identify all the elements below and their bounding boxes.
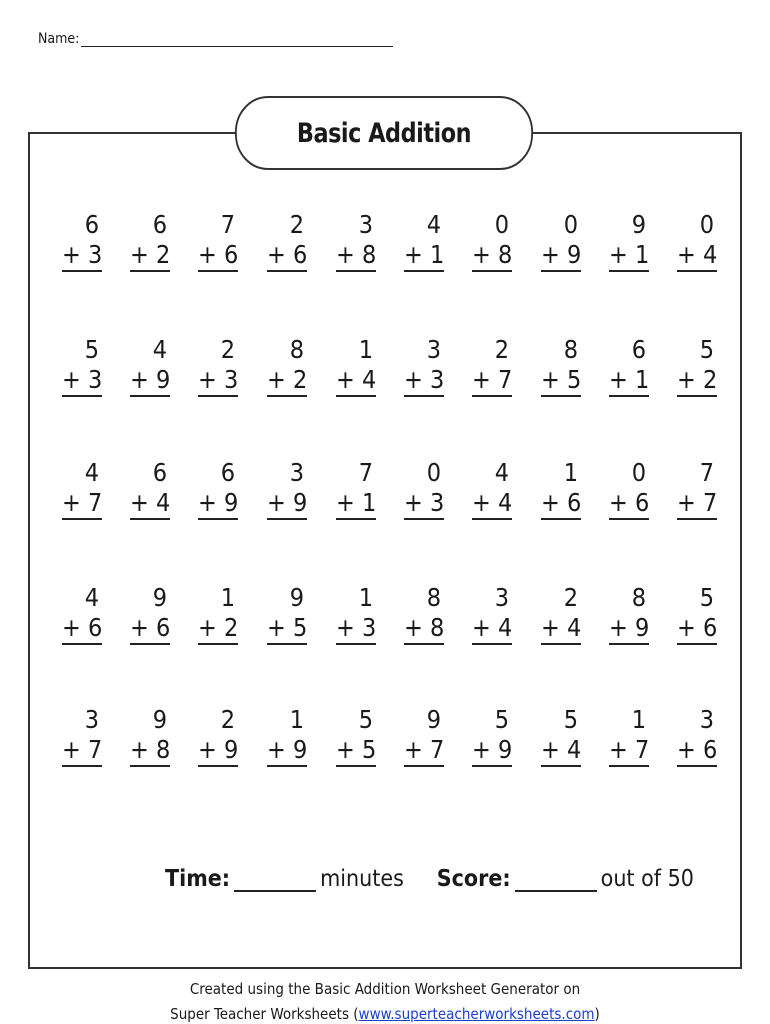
- addition-problem: [267, 335, 307, 397]
- addend-top: 3: [84, 705, 99, 734]
- addition-problem: [130, 335, 170, 397]
- time-score-row: [165, 866, 694, 892]
- addend-top: 1: [358, 335, 373, 364]
- addend-bottom: + 3: [404, 365, 444, 397]
- addend-top: 5: [563, 705, 578, 734]
- addend-bottom: + 4: [541, 613, 581, 645]
- addition-problem: [472, 210, 512, 272]
- addition-problem: [472, 583, 512, 645]
- addend-bottom: + 5: [267, 613, 307, 645]
- credit-prefix: Super Teacher Worksheets (: [170, 1005, 359, 1023]
- addend-bottom: + 8: [472, 240, 512, 272]
- addition-problem: [336, 335, 376, 397]
- addend-bottom: + 1: [609, 365, 649, 397]
- addition-problem: [62, 210, 102, 272]
- addend-top: 0: [494, 210, 509, 239]
- addend-bottom: + 3: [336, 613, 376, 645]
- addend-top: 9: [152, 583, 167, 612]
- addend-top: 4: [84, 458, 99, 487]
- addend-top: 6: [631, 335, 646, 364]
- addend-bottom: + 1: [336, 488, 376, 520]
- name-label: Name:: [38, 31, 80, 47]
- addend-bottom: + 7: [472, 365, 512, 397]
- addition-problem: [130, 705, 170, 767]
- addend-bottom: + 9: [541, 240, 581, 272]
- addend-bottom: + 2: [267, 365, 307, 397]
- addend-top: 2: [494, 335, 509, 364]
- addend-bottom: + 6: [267, 240, 307, 272]
- addend-top: 3: [494, 583, 509, 612]
- addition-problem: [472, 705, 512, 767]
- addend-top: 1: [220, 583, 235, 612]
- addend-top: 5: [358, 705, 373, 734]
- addend-bottom: + 9: [267, 735, 307, 767]
- addition-problem: [404, 583, 444, 645]
- addition-problem: [677, 210, 717, 272]
- addend-top: 9: [426, 705, 441, 734]
- addend-bottom: + 3: [404, 488, 444, 520]
- addend-bottom: + 9: [198, 488, 238, 520]
- addend-bottom: + 6: [541, 488, 581, 520]
- addend-top: 4: [152, 335, 167, 364]
- addition-problem: [541, 583, 581, 645]
- addend-bottom: + 3: [62, 240, 102, 272]
- addition-problem: [62, 335, 102, 397]
- addition-problem: [267, 583, 307, 645]
- addition-problem: [677, 458, 717, 520]
- addition-problem: [541, 458, 581, 520]
- addition-problem: [677, 705, 717, 767]
- addend-top: 3: [699, 705, 714, 734]
- addend-top: 2: [220, 705, 235, 734]
- addition-problem: [198, 705, 238, 767]
- addend-bottom: + 7: [609, 735, 649, 767]
- addition-problem: [62, 583, 102, 645]
- addend-top: 6: [152, 210, 167, 239]
- addend-bottom: + 2: [130, 240, 170, 272]
- out-of-label: out of 50: [600, 866, 694, 892]
- addition-problem: [609, 705, 649, 767]
- minutes-label: minutes: [320, 866, 404, 892]
- time-blank[interactable]: [234, 870, 316, 892]
- addition-problem: [62, 705, 102, 767]
- addend-top: 2: [220, 335, 235, 364]
- addend-bottom: + 4: [336, 365, 376, 397]
- addend-top: 6: [152, 458, 167, 487]
- addend-top: 9: [289, 583, 304, 612]
- addend-top: 0: [699, 210, 714, 239]
- addend-top: 3: [289, 458, 304, 487]
- addend-bottom: + 7: [404, 735, 444, 767]
- addition-problem: [267, 705, 307, 767]
- addend-top: 1: [631, 705, 646, 734]
- addend-top: 8: [289, 335, 304, 364]
- addend-bottom: + 4: [472, 488, 512, 520]
- addition-problem: [198, 335, 238, 397]
- addend-bottom: + 6: [677, 613, 717, 645]
- addend-bottom: + 9: [130, 365, 170, 397]
- addend-bottom: + 8: [130, 735, 170, 767]
- addend-top: 5: [494, 705, 509, 734]
- addend-top: 1: [358, 583, 373, 612]
- addition-problem: [336, 458, 376, 520]
- addend-top: 9: [152, 705, 167, 734]
- addition-problem: [336, 210, 376, 272]
- addend-top: 8: [426, 583, 441, 612]
- addition-problem: [130, 458, 170, 520]
- addend-bottom: + 4: [541, 735, 581, 767]
- addition-problem: [404, 210, 444, 272]
- addend-bottom: + 2: [198, 613, 238, 645]
- addend-top: 5: [84, 335, 99, 364]
- time-label: Time:: [165, 866, 231, 892]
- addend-top: 9: [631, 210, 646, 239]
- addend-top: 7: [358, 458, 373, 487]
- addend-bottom: + 7: [677, 488, 717, 520]
- addition-problem: [404, 458, 444, 520]
- addend-bottom: + 6: [62, 613, 102, 645]
- addend-bottom: + 3: [62, 365, 102, 397]
- addend-bottom: + 6: [609, 488, 649, 520]
- addition-problem: [62, 458, 102, 520]
- addition-problem: [472, 458, 512, 520]
- credit-text: Created using the Basic Addition Worksheet Generator on: [189, 980, 581, 998]
- addend-bottom: + 9: [198, 735, 238, 767]
- addend-top: 2: [289, 210, 304, 239]
- addition-problem: [541, 705, 581, 767]
- addend-bottom: + 8: [404, 613, 444, 645]
- addition-problem: [609, 458, 649, 520]
- addend-bottom: + 4: [472, 613, 512, 645]
- addend-top: 8: [631, 583, 646, 612]
- addition-problem: [336, 705, 376, 767]
- addition-problem: [198, 458, 238, 520]
- score-label: Score:: [436, 866, 511, 892]
- addend-top: 6: [220, 458, 235, 487]
- addition-problem: [404, 335, 444, 397]
- addition-problem: [130, 210, 170, 272]
- addend-bottom: + 4: [130, 488, 170, 520]
- title-text: Basic Addition: [296, 117, 472, 149]
- addend-bottom: + 7: [62, 735, 102, 767]
- addend-bottom: + 6: [198, 240, 238, 272]
- addend-top: 5: [699, 583, 714, 612]
- addition-problem: [404, 705, 444, 767]
- addend-top: 1: [563, 458, 578, 487]
- addend-bottom: + 9: [472, 735, 512, 767]
- credit-link[interactable]: www.superteacherworksheets.com: [358, 1005, 595, 1023]
- addition-problem: [541, 335, 581, 397]
- addend-top: 4: [494, 458, 509, 487]
- addend-bottom: + 3: [198, 365, 238, 397]
- addend-bottom: + 4: [677, 240, 717, 272]
- addend-bottom: + 9: [267, 488, 307, 520]
- addend-bottom: + 9: [609, 613, 649, 645]
- addend-top: 4: [84, 583, 99, 612]
- addend-bottom: + 6: [677, 735, 717, 767]
- addend-top: 7: [699, 458, 714, 487]
- addition-problem: [609, 210, 649, 272]
- addend-top: 7: [220, 210, 235, 239]
- addend-top: 0: [563, 210, 578, 239]
- addition-problem: [267, 458, 307, 520]
- addend-top: 0: [426, 458, 441, 487]
- addend-top: 1: [289, 705, 304, 734]
- addition-problem: [198, 210, 238, 272]
- score-blank[interactable]: [515, 870, 597, 892]
- addend-bottom: + 5: [336, 735, 376, 767]
- addition-problem: [267, 210, 307, 272]
- addend-bottom: + 7: [62, 488, 102, 520]
- addend-top: 4: [426, 210, 441, 239]
- credit-line-2: [0, 1005, 770, 1023]
- addend-top: 3: [426, 335, 441, 364]
- addition-problem: [677, 335, 717, 397]
- addition-problem: [130, 583, 170, 645]
- credit-suffix: ): [594, 1005, 600, 1023]
- addend-top: 6: [84, 210, 99, 239]
- addend-bottom: + 1: [609, 240, 649, 272]
- addition-problem: [541, 210, 581, 272]
- credit-line-1: [0, 980, 770, 998]
- addend-top: 0: [631, 458, 646, 487]
- addition-problem: [609, 583, 649, 645]
- addend-bottom: + 2: [677, 365, 717, 397]
- addition-problem: [677, 583, 717, 645]
- addend-top: 2: [563, 583, 578, 612]
- addend-top: 3: [358, 210, 373, 239]
- addend-bottom: + 8: [336, 240, 376, 272]
- addend-bottom: + 6: [130, 613, 170, 645]
- addend-bottom: + 5: [541, 365, 581, 397]
- addend-bottom: + 1: [404, 240, 444, 272]
- addend-top: 5: [699, 335, 714, 364]
- addition-problem: [198, 583, 238, 645]
- addition-problem: [336, 583, 376, 645]
- addend-top: 8: [563, 335, 578, 364]
- addition-problem: [472, 335, 512, 397]
- addition-problem: [609, 335, 649, 397]
